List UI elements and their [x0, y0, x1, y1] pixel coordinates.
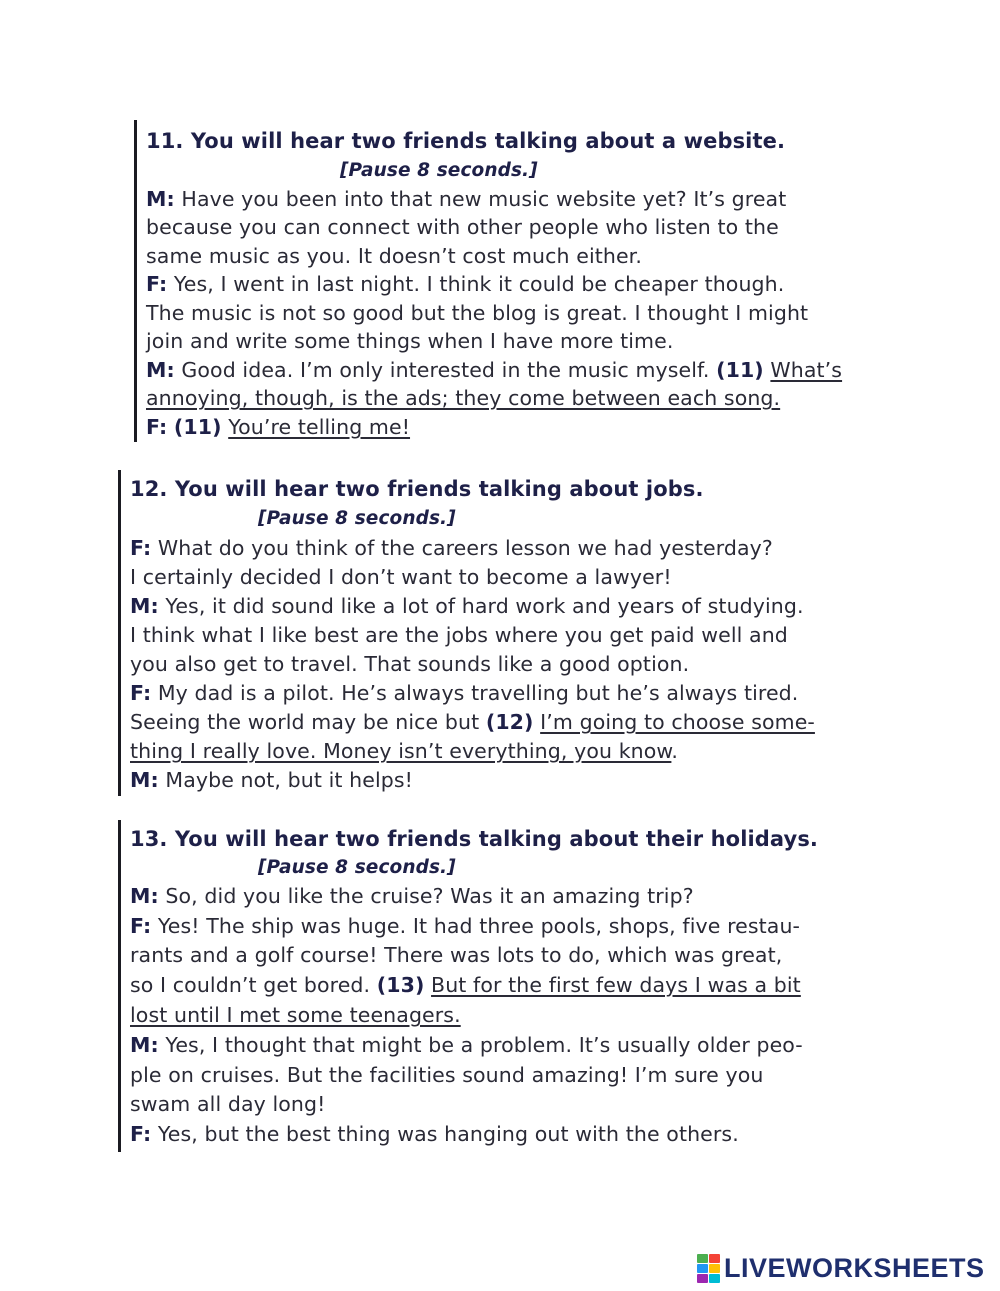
- section-13: [118, 820, 863, 1155]
- answer-text: thing I really love. Money isn’t everything, you know: [130, 739, 672, 763]
- answer-number: (11): [173, 415, 222, 439]
- answer-number: (13): [376, 973, 425, 997]
- answer-text: But for the first few days I was a bit: [431, 973, 801, 997]
- dialogue-line: ple on cruises. But the facilities sound amazing! I’m sure you: [130, 1063, 764, 1087]
- margin-rule: [118, 820, 121, 1152]
- dialogue-line: F: My dad is a pilot. He’s always travelling but he’s always tired.: [130, 681, 799, 705]
- dialogue-line: M: Yes, it did sound like a lot of hard work and years of studying.: [130, 594, 804, 618]
- dialogue-line: The music is not so good but the blog is great. I thought I might: [146, 301, 809, 325]
- answer-text: What’s: [770, 358, 843, 382]
- dialogue-line: M: Yes, I thought that might be a problem. It’s usually older peo-: [130, 1033, 803, 1057]
- section-11: [134, 120, 864, 445]
- dialogue-line: [146, 383, 780, 413]
- logo-grid-icon: [697, 1254, 720, 1283]
- answer-text: I’m going to choose some-: [540, 710, 815, 734]
- dialogue-line: rants and a golf course! There was lots to do, which was great,: [130, 943, 783, 967]
- section-heading: 13. You will hear two friends talking about their holidays.: [130, 827, 819, 851]
- margin-rule: [134, 120, 137, 442]
- dialogue-line: same music as you. It doesn’t cost much either.: [146, 244, 642, 268]
- dialogue-line: F: What do you think of the careers lesson we had yesterday?: [130, 536, 773, 560]
- answer-number: (11): [716, 358, 764, 382]
- dialogue-line: F: (11) You’re telling me!: [146, 415, 411, 439]
- brand-name: LIVEWORKSHEETS: [724, 1252, 985, 1283]
- answer-text: You’re telling me!: [228, 415, 411, 439]
- margin-rule: [118, 470, 121, 796]
- dialogue-line: F: Yes, but the best thing was hanging out with the others.: [130, 1122, 739, 1146]
- dialogue-line: swam all day long!: [130, 1092, 326, 1116]
- section-heading: 12. You will hear two friends talking about jobs.: [130, 477, 704, 501]
- answer-text: annoying, though, is the ads; they come between each song.: [146, 386, 781, 410]
- dialogue-line: F: Yes, I went in last night. I think it could be cheaper though.: [146, 272, 785, 296]
- dialogue-line: [130, 1000, 461, 1030]
- dialogue-line: you also get to travel. That sounds like a good option.: [130, 652, 690, 676]
- pause-note: [Pause 8 seconds.]: [258, 857, 456, 878]
- liveworksheets-logo[interactable]: [697, 1252, 985, 1284]
- section-12: [118, 470, 858, 800]
- dialogue-line: because you can connect with other people who listen to the: [146, 215, 779, 239]
- dialogue-line: Seeing the world may be nice but (12) I’m going to choose some-: [130, 710, 815, 734]
- pause-note: [Pause 8 seconds.]: [258, 508, 456, 529]
- dialogue-line: M: So, did you like the cruise? Was it an amazing trip?: [130, 884, 694, 908]
- dialogue-line: so I couldn’t get bored. (13) But for the first few days I was a bit: [130, 973, 801, 997]
- answer-number: (12): [485, 710, 534, 734]
- dialogue-line: F: Yes! The ship was huge. It had three pools, shops, five restau-: [130, 914, 801, 938]
- dialogue-line: join and write some things when I have more time.: [146, 329, 674, 353]
- section-heading: 11. You will hear two friends talking about a website.: [146, 129, 786, 153]
- dialogue-line: I think what I like best are the jobs where you get paid well and: [130, 623, 788, 647]
- dialogue-line: thing I really love. Money isn’t everything, you know.: [130, 739, 679, 763]
- dialogue-line: M: Good idea. I’m only interested in the music myself. (11) What’s: [146, 358, 843, 382]
- answer-text: lost until I met some teenagers.: [130, 1003, 461, 1027]
- dialogue-line: M: Have you been into that new music website yet? It’s great: [146, 187, 787, 211]
- pause-note: [Pause 8 seconds.]: [340, 160, 538, 181]
- dialogue-line: I certainly decided I don’t want to become a lawyer!: [130, 565, 672, 589]
- dialogue-line: M: Maybe not, but it helps!: [130, 768, 413, 792]
